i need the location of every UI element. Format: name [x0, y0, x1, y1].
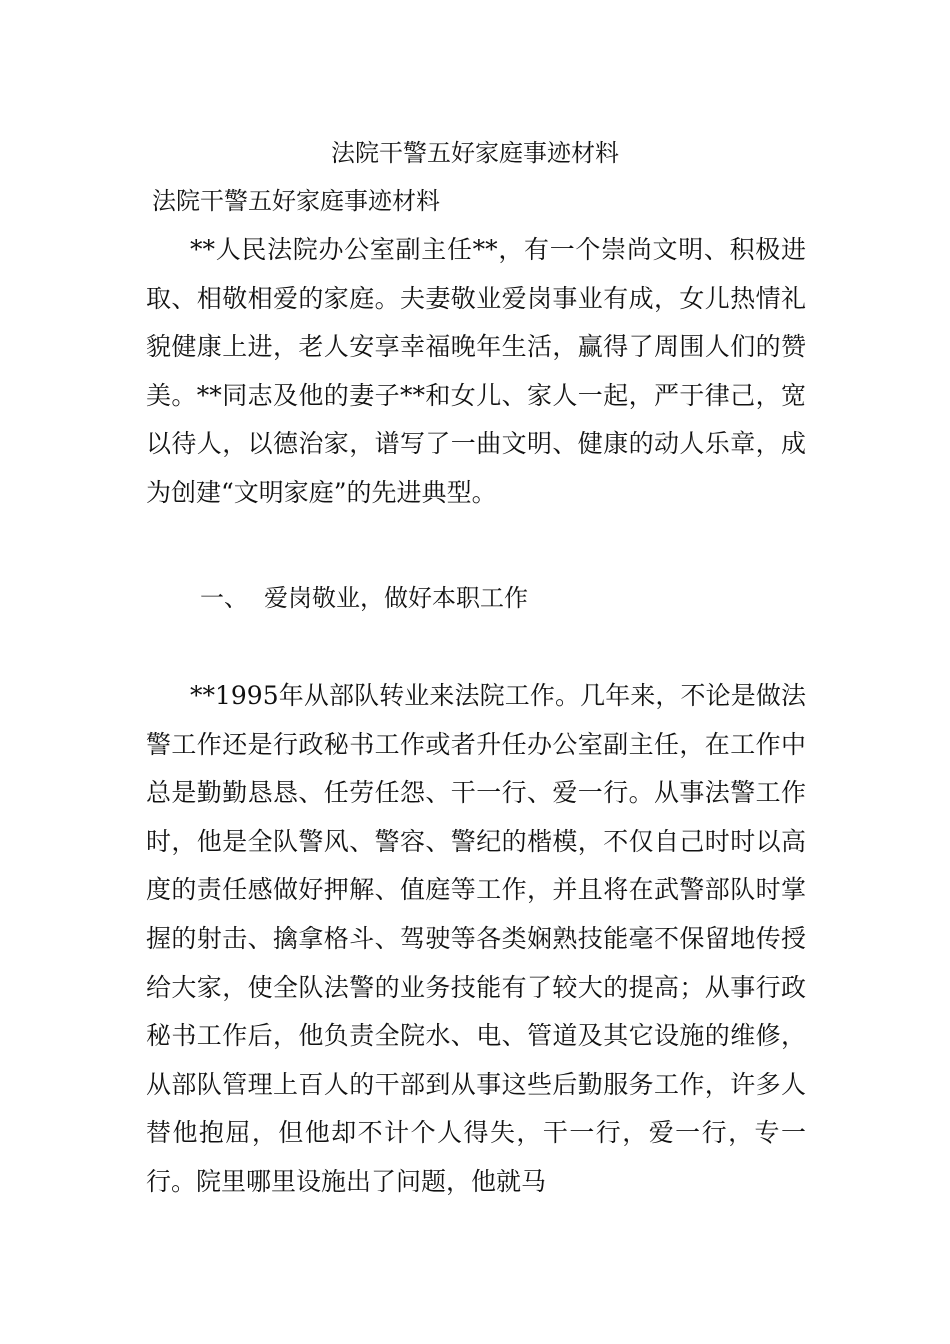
- section-number: 一、: [200, 584, 248, 612]
- section-heading: [200, 578, 528, 618]
- document-subtitle: 法院干警五好家庭事迹材料: [152, 187, 440, 215]
- section-paragraph: **1995年从部队转业来法院工作。几年来，不论是做法警工作还是行政秘书工作或者升任办公室副主任，在工作中总是勤勤恳恳、任劳任怨、干一行、爱一行。从事法警工作时，他是全队警风、警容、警纪的楷模，不仅自己时时以高度的责任感做好押解、值庭等工作，并且将在武警部队时掌握的射击、擒拿格斗、驾驶等各类娴熟技能毫不保留地传授给大家，使全队法警的业务技能有了较大的提高；从事行政秘书工作后，他负责全院水、电、管道及其它设施的维修，从部队管理上百人的干部到从事这些后勤服务工作，许多人替他抱屈，但他却不计个人得失，干一行，爱一行，专一行。院里哪里设施出了问题，他就马: [146, 681, 806, 1196]
- section-title: 爱岗敬业，做好本职工作: [264, 584, 528, 612]
- intro-paragraph: **人民法院办公室副主任**，有一个崇尚文明、积极进取、相敬相爱的家庭。夫妻敬业爱岗事业有成，女儿热情礼貌健康上进，老人安享幸福晚年生活，赢得了周围人们的赞美。**同志及他的妻子**和女儿、家人一起，严于律己，宽以待人，以德治家，谱写了一曲文明、健康的动人乐章，成为创建“文明家庭”的先进典型。: [146, 235, 806, 507]
- document-title: 法院干警五好家庭事迹材料: [331, 139, 619, 167]
